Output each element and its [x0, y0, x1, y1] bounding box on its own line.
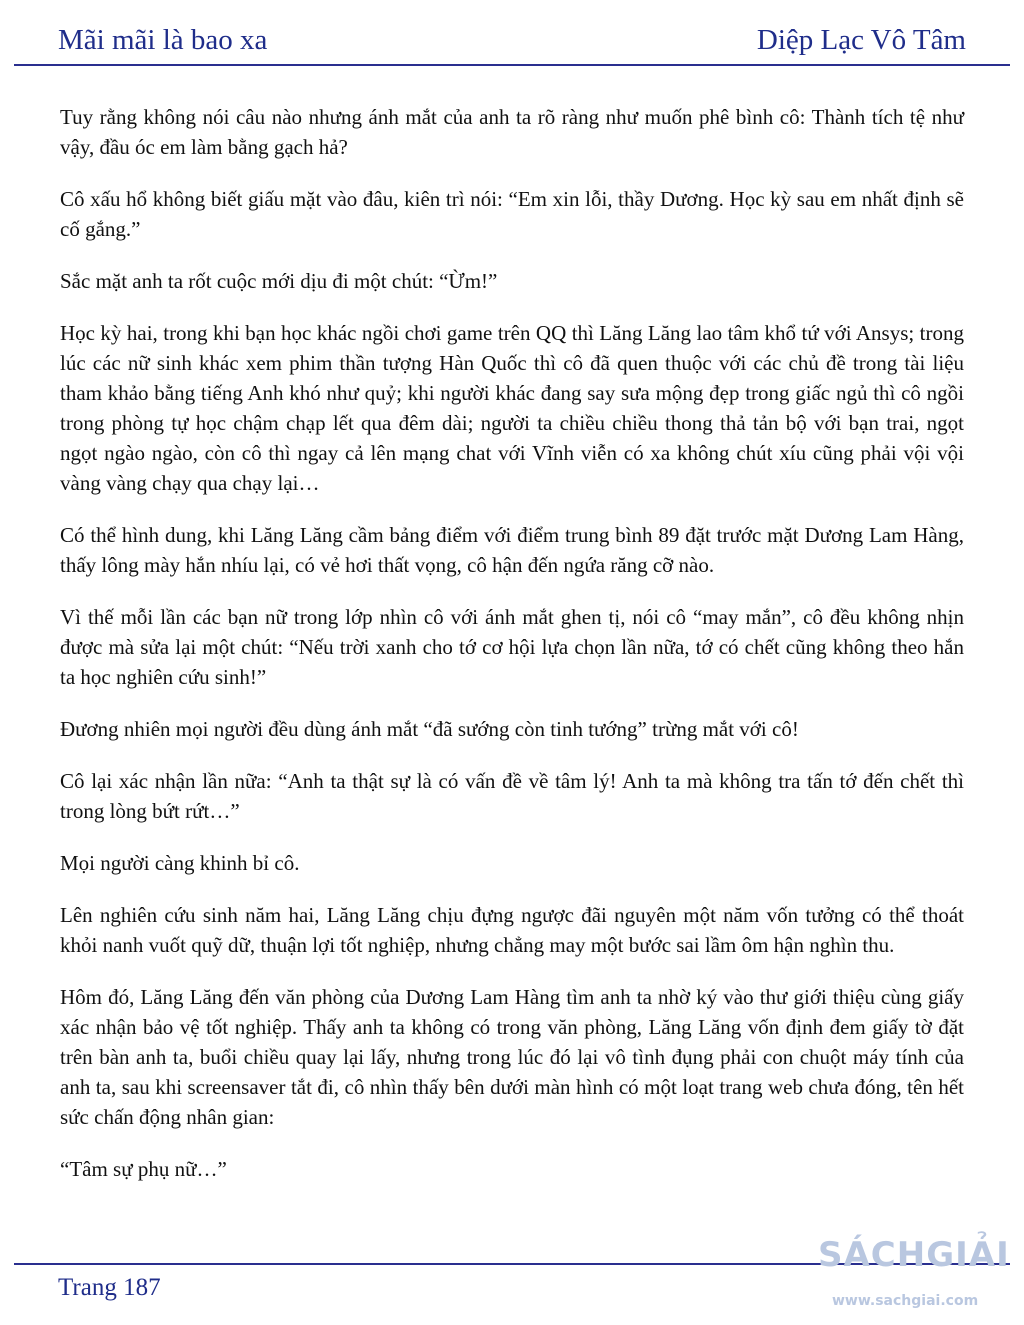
paragraph: Hôm đó, Lăng Lăng đến văn phòng của Dương Lam Hàng tìm anh ta nhờ ký vào thư giới thiệu cùng giấy xác nhận bảo vệ tốt nghiệp. Thấy anh ta không có trong văn phòng, Lăng Lăng vốn định đem giấy tờ đặt trên bàn anh ta, buổi chiều quay lại lấy, nhưng trong lúc đó lại vô tình đụng phải con chuột máy tính của anh ta, sau khi screensaver tắt đi, cô nhìn thấy bên dưới màn hình có một loạt trang web chưa đóng, tên hết sức chấn động nhân gian:: [60, 985, 964, 1129]
book-title: Mãi mãi là bao xa: [58, 24, 268, 56]
paragraph: Học kỳ hai, trong khi bạn học khác ngồi chơi game trên QQ thì Lăng Lăng lao tâm khổ tứ với Ansys; trong lúc các nữ sinh khác xem phim thần tượng Hàn Quốc thì cô đã quen thuộc với các chủ đề trong tài liệu tham khảo bằng tiếng Anh khó như quỷ; khi người khác đang say sưa mộng đẹp trong giấc ngủ thì cô ngồi trong phòng tự học chậm chạp lết qua đêm dài; người ta chiều chiều thong thả tản bộ với bạn trai, ngọt ngọt ngào ngào, còn cô thì ngay cả lên mạng chat với Vĩnh viễn có xa không chút xíu cũng phải vội vội vàng vàng chạy qua chạy lại…: [60, 321, 964, 495]
page-number: Trang 187: [58, 1274, 161, 1301]
paragraph: Có thể hình dung, khi Lăng Lăng cầm bảng điểm với điểm trung bình 89 đặt trước mặt Dương Lam Hàng, thấy lông mày hắn nhíu lại, có vẻ hơi thất vọng, cô hận đến ngứa răng cỡ nào.: [60, 523, 964, 577]
paragraph: Tuy rằng không nói câu nào nhưng ánh mắt của anh ta rõ ràng như muốn phê bình cô: Thành tích tệ như vậy, đầu óc em làm bằng gạch hả?: [60, 105, 964, 159]
paragraph: Sắc mặt anh ta rốt cuộc mới dịu đi một chút: “Ừm!”: [60, 269, 498, 293]
paragraph: Cô lại xác nhận lần nữa: “Anh ta thật sự là có vấn đề về tâm lý! Anh ta mà không tra tấn tớ đến chết thì trong lòng bứt rứt…”: [60, 769, 964, 823]
paragraph: Đương nhiên mọi người đều dùng ánh mắt “đã sướng còn tinh tướng” trừng mắt với cô!: [60, 717, 799, 741]
watermark: [818, 1235, 1018, 1320]
paragraph: Vì thế mỗi lần các bạn nữ trong lớp nhìn cô với ánh mắt ghen tị, nói cô “may mắn”, cô đều không nhịn được mà sửa lại một chút: “Nếu trời xanh cho tớ cơ hội lựa chọn lần nữa, tớ có chết cũng không theo hắn ta học nghiên cứu sinh!”: [60, 605, 964, 689]
author-name: Diệp Lạc Vô Tâm: [756, 24, 966, 56]
paragraph: Lên nghiên cứu sinh năm hai, Lăng Lăng chịu đựng ngược đãi nguyên một năm vốn tưởng có thể thoát khỏi nanh vuốt quỹ dữ, thuận lợi tốt nghiệp, nhưng chẳng may một bước sai lầm ôm hận nghìn thu.: [60, 903, 964, 957]
paragraph: Mọi người càng khinh bỉ cô.: [60, 851, 300, 875]
watermark-logo: SÁCHGIẢI: [818, 1235, 1010, 1275]
page-body: [60, 102, 964, 1206]
paragraph: “Tâm sự phụ nữ…”: [60, 1157, 227, 1181]
header-divider: [14, 64, 1010, 66]
page-header: [0, 0, 1024, 70]
watermark-url: www.sachgiai.com: [832, 1293, 979, 1309]
paragraph: Cô xấu hổ không biết giấu mặt vào đâu, kiên trì nói: “Em xin lỗi, thầy Dương. Học kỳ sau em nhất định sẽ cố gắng.”: [60, 187, 964, 241]
